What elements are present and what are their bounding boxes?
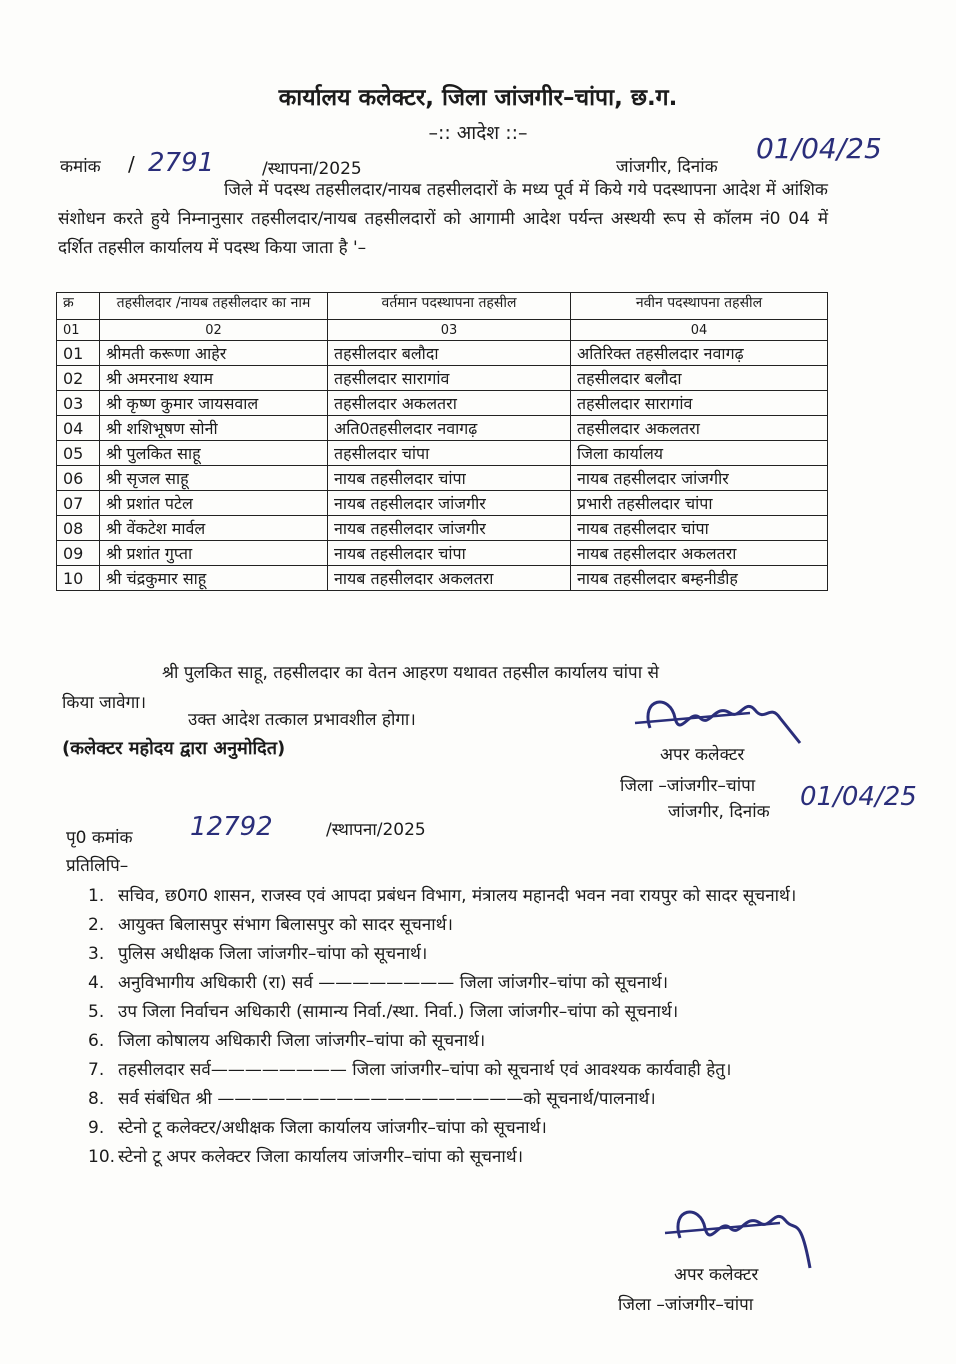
row-new-posting: नायब तहसीलदार अकलतरा: [571, 541, 828, 566]
table-row: [57, 366, 828, 391]
endorsement-suffix: /स्थापना/2025: [326, 820, 426, 840]
list-item: [88, 1085, 808, 1114]
list-item-number: 1.: [88, 886, 105, 906]
intro-paragraph: जिले में पदस्थ तहसीलदार/नायब तहसीलदारों के मध्य पूर्व में किये गये पदस्थापना आदेश में आंशिक संशोधन करते हुये निम्नानुसार तहसीलदार/नायब तहसीलदारों को आगामी आदेश पर्यन्त अस्थयी रूप से कॉलम नं0 04 में दर्शित तहसील कार्यालय में पदस्थ किया जाता है '–: [58, 180, 828, 258]
copy-list: [88, 882, 808, 1172]
approved-line: (कलेक्टर महोदय द्वारा अनुमोदित): [62, 738, 286, 759]
row-name: श्री प्रशांत गुप्ता: [100, 541, 328, 566]
order-ref-sep: /: [128, 152, 135, 176]
row-current-posting: तहसीलदार सारागांव: [328, 366, 571, 391]
order-date: 01/04/25: [756, 132, 882, 165]
row-sno: 10: [57, 566, 100, 591]
list-item-text: आयुक्त बिलासपुर संभाग बिलासपुर को सादर सूचनार्थ।: [118, 915, 453, 935]
list-item-number: 9.: [88, 1118, 105, 1138]
list-item-number: 5.: [88, 1002, 105, 1022]
row-current-posting: अति0तहसीलदार नवागढ़: [328, 416, 571, 441]
row-new-posting: नायब तहसीलदार बम्हनीडीह: [571, 566, 828, 591]
table-row: [57, 491, 828, 516]
row-name: श्री शशिभूषण सोनी: [100, 416, 328, 441]
office-title: कार्यालय कलेक्टर, जिला जांजगीर–चांपा, छ.ग.: [278, 85, 678, 111]
row-new-posting: तहसीलदार बलौदा: [571, 366, 828, 391]
list-item-text: तहसीलदार सर्व———————— जिला जांजगीर–चांपा को सूचनार्थ एवं आवश्यक कार्यवाही हेतु।: [118, 1060, 732, 1080]
order-place-date-label: जांजगीर, दिनांक: [616, 157, 718, 177]
table-row: [57, 341, 828, 366]
list-item-number: 10.: [88, 1147, 116, 1167]
order-ref-prefix: कमांक: [60, 157, 101, 177]
list-item-number: 3.: [88, 944, 105, 964]
table-row: [57, 416, 828, 441]
row-new-posting: तहसीलदार सारागांव: [571, 391, 828, 416]
row-current-posting: नायब तहसीलदार चांपा: [328, 541, 571, 566]
list-item-number: 6.: [88, 1031, 105, 1051]
row-name: श्री अमरनाथ श्याम: [100, 366, 328, 391]
copy-label: प्रतिलिपि–: [66, 856, 129, 876]
list-item-number: 2.: [88, 915, 105, 935]
list-item-text: जिला कोषालय अधिकारी जिला जांजगीर–चांपा को सूचनार्थ।: [118, 1031, 486, 1051]
row-sno: 06: [57, 466, 100, 491]
row-sno: 02: [57, 366, 100, 391]
row-sno: 03: [57, 391, 100, 416]
sig1-designation: अपर कलेक्टर: [660, 745, 745, 765]
row-name: श्री वेंकटेश मार्वल: [100, 516, 328, 541]
posting-table: [56, 292, 828, 591]
row-current-posting: नायब तहसीलदार जांजगीर: [328, 516, 571, 541]
list-item-text: पुलिस अधीक्षक जिला जांजगीर–चांपा को सूचनार्थ।: [118, 944, 428, 964]
row-current-posting: नायब तहसीलदार चांपा: [328, 466, 571, 491]
endorsement-prefix: पृ0 कमांक: [66, 828, 133, 848]
row-new-posting: नायब तहसीलदार जांजगीर: [571, 466, 828, 491]
row-name: श्री चंद्रकुमार साहू: [100, 566, 328, 591]
list-item-text: अनुविभागीय अधिकारी (रा) सर्व ———————— जिला जांजगीर–चांपा को सूचनार्थ।: [118, 973, 669, 993]
row-new-posting: तहसीलदार अकलतरा: [571, 416, 828, 441]
col-header-sno: क्र: [57, 293, 100, 320]
sig1-date: 01/04/25: [800, 782, 917, 812]
row-name: श्री पुलकित साहू: [100, 441, 328, 466]
row-sno: 08: [57, 516, 100, 541]
order-number: 2791: [148, 148, 215, 178]
list-item: [88, 882, 808, 911]
row-current-posting: नायब तहसीलदार अकलतरा: [328, 566, 571, 591]
effective-line: उक्त आदेश तत्काल प्रभावशील होगा।: [188, 710, 416, 730]
col-header-new: नवीन पदस्थापना तहसील: [571, 293, 828, 320]
row-name: श्रीमती करूणा आहेर: [100, 341, 328, 366]
row-name: श्री सृजल साहू: [100, 466, 328, 491]
list-item-number: 8.: [88, 1089, 105, 1109]
table-row: [57, 566, 828, 591]
row-current-posting: नायब तहसीलदार जांजगीर: [328, 491, 571, 516]
list-item-number: 7.: [88, 1060, 105, 1080]
row-current-posting: तहसीलदार चांपा: [328, 441, 571, 466]
list-item-text: सर्व संबंधित श्री ——————————————————को सूचनार्थ/पालनार्थ।: [118, 1089, 656, 1109]
list-item-text: स्टेनो टू कलेक्टर/अधीक्षक जिला कार्यालय जांजगीर–चांपा को सूचनार्थ।: [118, 1118, 547, 1138]
row-current-posting: तहसीलदार अकलतरा: [328, 391, 571, 416]
list-item: [88, 1027, 808, 1056]
row-current-posting: तहसीलदार बलौदा: [328, 341, 571, 366]
list-item-text: सचिव, छ0ग0 शासन, राजस्व एवं आपदा प्रबंधन विभाग, मंत्रालय महानदी भवन नवा रायपुर को सादर सूचनार्थ।: [118, 886, 797, 906]
salary-note: श्री पुलकित साहू, तहसीलदार का वेतन आहरण यथावत तहसील कार्यालय चांपा से: [162, 663, 660, 683]
col-header-current: वर्तमान पदस्थापना तहसील: [328, 293, 571, 320]
row-sno: 04: [57, 416, 100, 441]
salary-note-cont: किया जावेगा।: [62, 693, 147, 713]
row-new-posting: प्रभारी तहसीलदार चांपा: [571, 491, 828, 516]
sig2-district: जिला –जांजगीर–चांपा: [618, 1295, 754, 1315]
col-number: 03: [328, 320, 571, 341]
list-item: [88, 969, 808, 998]
row-sno: 01: [57, 341, 100, 366]
row-sno: 09: [57, 541, 100, 566]
row-sno: 07: [57, 491, 100, 516]
order-ref-suffix: /स्थापना/2025: [262, 159, 362, 179]
table-row: [57, 391, 828, 416]
row-new-posting: अतिरिक्त तहसीलदार नवागढ़: [571, 341, 828, 366]
list-item-text: उप जिला निर्वाचन अधिकारी (सामान्य निर्वा./स्था. निर्वा.) जिला जांजगीर–चांपा को सूचनार्थ।: [118, 1002, 679, 1022]
list-item: [88, 1056, 808, 1085]
list-item: [88, 1114, 808, 1143]
row-new-posting: जिला कार्यालय: [571, 441, 828, 466]
table-row: [57, 516, 828, 541]
sig2-designation: अपर कलेक्टर: [674, 1265, 759, 1285]
col-number: 04: [571, 320, 828, 341]
list-item: [88, 1143, 808, 1172]
table-row: [57, 466, 828, 491]
list-item: [88, 998, 808, 1027]
sig1-place-date-label: जांजगीर, दिनांक: [668, 802, 770, 822]
table-row: [57, 541, 828, 566]
col-number: 02: [100, 320, 328, 341]
col-number: 01: [57, 320, 100, 341]
row-name: श्री कृष्ण कुमार जायसवाल: [100, 391, 328, 416]
list-item: [88, 940, 808, 969]
table-row: [57, 441, 828, 466]
list-item: [88, 911, 808, 940]
col-header-name: तहसीलदार /नायब तहसीलदार का नाम: [100, 293, 328, 320]
row-name: श्री प्रशांत पटेल: [100, 491, 328, 516]
order-heading: –:: आदेश ::–: [428, 122, 528, 144]
sig1-district: जिला –जांजगीर–चांपा: [620, 776, 756, 796]
list-item-number: 4.: [88, 973, 105, 993]
endorsement-number: 12792: [190, 812, 273, 842]
list-item-text: स्टेनो टू अपर कलेक्टर जिला कार्यालय जांजगीर–चांपा को सूचनार्थ।: [118, 1147, 524, 1167]
row-sno: 05: [57, 441, 100, 466]
row-new-posting: नायब तहसीलदार चांपा: [571, 516, 828, 541]
